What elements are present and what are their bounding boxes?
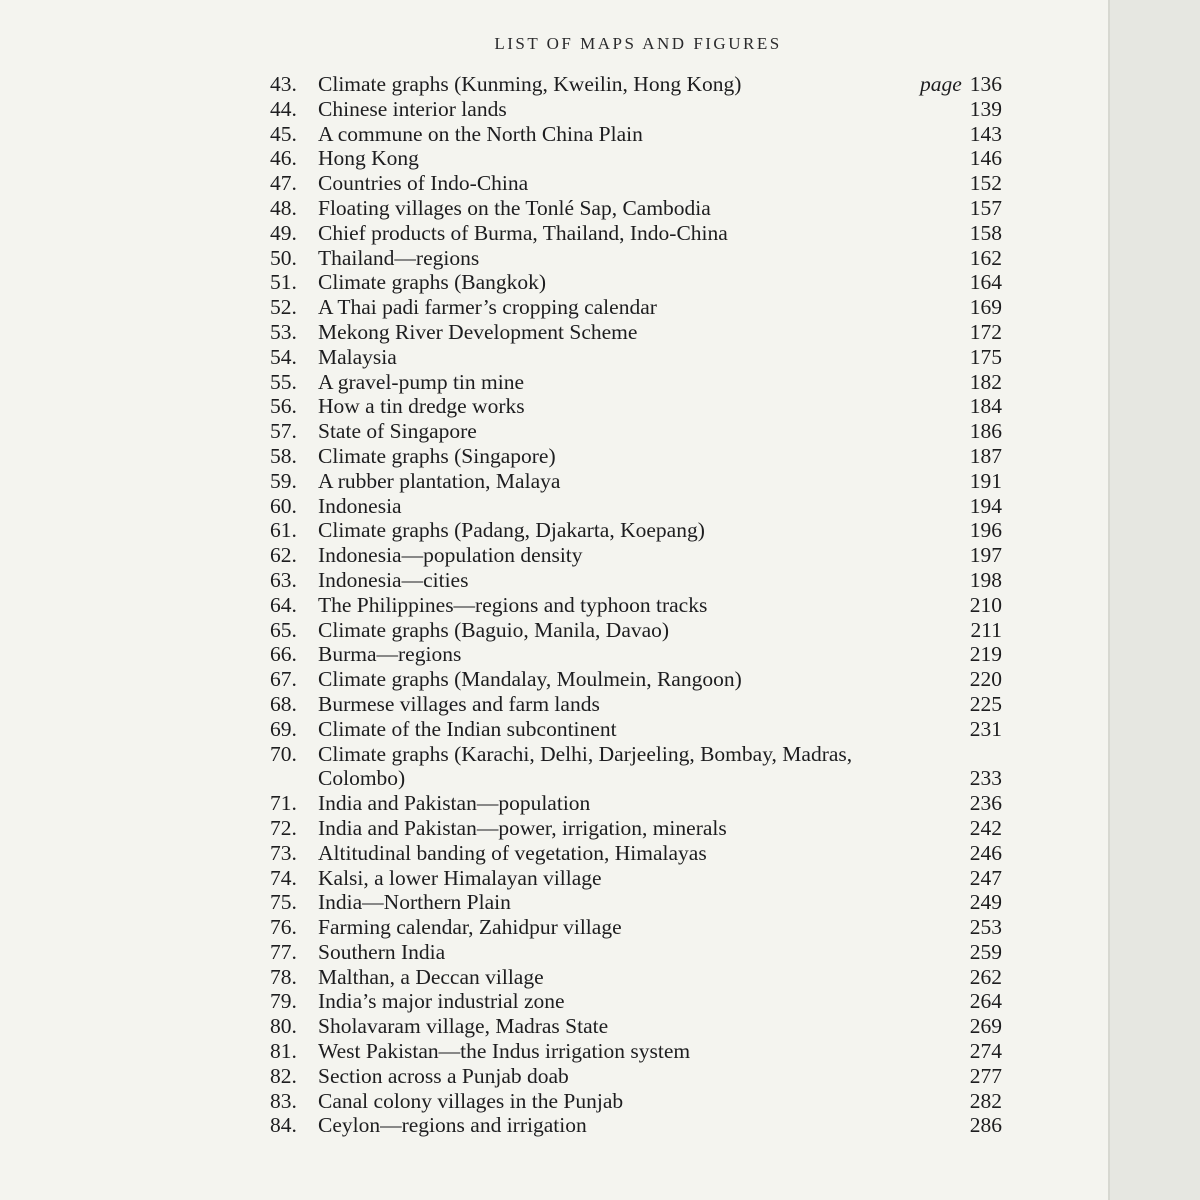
list-item (0, 717, 1110, 742)
figure-title (318, 246, 938, 271)
figure-title-text: Floating villages on the Tonlé Sap, Cambodia (318, 195, 711, 220)
figure-title (318, 469, 938, 494)
figure-number: 46. (270, 146, 297, 171)
figure-number: 55. (270, 369, 297, 394)
figure-title-text: Sholavaram village, Madras State (318, 1014, 609, 1039)
figure-title (318, 915, 938, 940)
figure-title-text: Indonesia—cities (318, 567, 469, 592)
figure-title-text: Burmese villages and farm lands (318, 691, 600, 716)
figure-number: 52. (270, 295, 297, 320)
list-item (0, 1089, 1110, 1114)
list-item (0, 742, 1110, 792)
list-item (0, 370, 1110, 395)
figure-number: 83. (270, 1088, 297, 1113)
list-item (0, 989, 1110, 1014)
list-item (0, 692, 1110, 717)
page-number (970, 866, 1002, 891)
figure-title (318, 221, 938, 246)
page-number-value: 191 (969, 468, 1002, 493)
list-item (0, 122, 1110, 147)
page-number-value: 162 (969, 245, 1002, 270)
figure-title-text: India—Northern Plain (318, 890, 511, 915)
figure-title (318, 717, 938, 742)
list-item (0, 816, 1110, 841)
figure-number: 45. (270, 121, 297, 146)
figure-title (318, 494, 938, 519)
page-number (970, 816, 1002, 841)
figure-title-text: The Philippines—regions and typhoon tracks (318, 592, 708, 617)
list-item (0, 444, 1110, 469)
figure-title (318, 593, 938, 618)
figure-title-text: Climate of the Indian subcontinent (318, 716, 617, 741)
figure-title-text: Climate graphs (Singapore) (318, 443, 556, 468)
figure-title-text: Section across a Punjab doab (318, 1063, 569, 1088)
figure-title-text: Southern India (318, 939, 446, 964)
figure-title-text: Climate graphs (Karachi, Delhi, Darjeeling, Bombay, Madras, (318, 741, 853, 766)
page-number (970, 1014, 1002, 1039)
page-number-value: 184 (969, 394, 1002, 419)
figure-title-text: A rubber plantation, Malaya (318, 468, 561, 493)
page-number (970, 568, 1002, 593)
page-number (970, 221, 1002, 246)
page-number (970, 965, 1002, 990)
page-number (970, 122, 1002, 147)
page-number (970, 394, 1002, 419)
page-number (970, 940, 1002, 965)
figure-title (318, 642, 938, 667)
figure-title (318, 394, 938, 419)
page-number (970, 766, 1002, 791)
figure-number: 54. (270, 344, 297, 369)
figure-number: 50. (270, 245, 297, 270)
page-number (920, 72, 1002, 97)
figure-number: 48. (270, 195, 297, 220)
page-number-value: 164 (969, 270, 1002, 295)
figure-title (318, 270, 938, 295)
figure-number: 80. (270, 1014, 297, 1039)
figure-title-text: Indonesia (318, 493, 402, 518)
page-number-value: 277 (969, 1063, 1002, 1088)
figure-title (318, 965, 938, 990)
page-number-value: 194 (969, 493, 1002, 518)
figure-title (318, 97, 938, 122)
figure-title-text: Chief products of Burma, Thailand, Indo-China (318, 220, 728, 245)
page-number (970, 1064, 1002, 1089)
figure-title (318, 816, 938, 841)
page-number-value: 264 (969, 989, 1002, 1014)
figure-number: 51. (270, 270, 297, 295)
page-number (970, 469, 1002, 494)
figure-number: 76. (270, 915, 297, 940)
figure-number: 57. (270, 419, 297, 444)
list-item (0, 72, 1110, 97)
figure-title (318, 171, 938, 196)
list-item (0, 171, 1110, 196)
page-number-value: 231 (969, 716, 1002, 741)
page-number (970, 841, 1002, 866)
list-item (0, 1064, 1110, 1089)
figure-title (318, 146, 938, 171)
figure-number: 44. (270, 96, 297, 121)
figure-number: 70. (270, 741, 297, 766)
page-number (970, 171, 1002, 196)
figure-title-text: State of Singapore (318, 419, 477, 444)
figure-title-text: Chinese interior lands (318, 96, 507, 121)
list-item (0, 246, 1110, 271)
page-number-value: 220 (969, 667, 1002, 692)
list-item (0, 221, 1110, 246)
page-number (970, 543, 1002, 568)
figure-title-text: Climate graphs (Bangkok) (318, 270, 547, 295)
page-number-value: 211 (970, 617, 1002, 642)
list-item (0, 419, 1110, 444)
page-number-value: 274 (969, 1039, 1002, 1064)
figure-number: 56. (270, 394, 297, 419)
figure-title-text: Kalsi, a lower Himalayan village (318, 865, 602, 890)
page-number (970, 791, 1002, 816)
figure-title (318, 72, 938, 97)
figure-title (318, 1014, 938, 1039)
figure-title-text: A gravel-pump tin mine (318, 369, 525, 394)
list-item (0, 295, 1110, 320)
list-item (0, 270, 1110, 295)
list-item (0, 469, 1110, 494)
figure-title (318, 1039, 938, 1064)
list-item (0, 146, 1110, 171)
figure-title-text: Mekong River Development Scheme (318, 319, 638, 344)
list-item (0, 568, 1110, 593)
figure-title-text: Malthan, a Deccan village (318, 964, 544, 989)
page-number-value: 282 (969, 1088, 1002, 1113)
figure-number: 74. (270, 865, 297, 890)
list-item (0, 965, 1110, 990)
figure-title (318, 841, 938, 866)
page-number (970, 370, 1002, 395)
page-number (970, 1039, 1002, 1064)
figure-title-text: Climate graphs (Baguio, Manila, Davao) (318, 617, 670, 642)
figure-title-text: A Thai padi farmer’s cropping calendar (318, 295, 657, 320)
list-item (0, 543, 1110, 568)
figure-title (318, 1113, 938, 1138)
page-number (970, 717, 1002, 742)
figure-number: 58. (270, 443, 297, 468)
figure-title-text: Canal colony villages in the Punjab (318, 1088, 624, 1113)
running-heading: LIST OF MAPS AND FIGURES (494, 34, 782, 53)
page-number (970, 345, 1002, 370)
page-number (970, 146, 1002, 171)
figure-number: 43. (270, 72, 297, 96)
page-number-value: 246 (969, 840, 1002, 865)
list-item (0, 791, 1110, 816)
page-number-value: 262 (969, 964, 1002, 989)
page-number (970, 518, 1002, 543)
figure-number: 69. (270, 716, 297, 741)
list-item (0, 518, 1110, 543)
figure-title-text: How a tin dredge works (318, 394, 525, 419)
figure-title-text: Climate graphs (Kunming, Kweilin, Hong Kong) (318, 72, 742, 96)
figure-title-text: Burma—regions (318, 642, 462, 667)
figure-title (318, 419, 938, 444)
page-number (970, 444, 1002, 469)
page-number-value: 172 (969, 319, 1002, 344)
figure-title (318, 370, 938, 395)
figure-title-text: Climate graphs (Mandalay, Moulmein, Rangoon) (318, 667, 742, 692)
figure-title (318, 742, 938, 792)
list-item (0, 1014, 1110, 1039)
figure-number: 82. (270, 1063, 297, 1088)
figure-title-text: Farming calendar, Zahidpur village (318, 915, 622, 940)
page-number-value: 146 (969, 146, 1002, 171)
page-number-value: 197 (969, 543, 1002, 568)
figure-title-text: Countries of Indo-China (318, 171, 529, 196)
page-number-value: 196 (969, 518, 1002, 543)
figure-title-text: Indonesia—population density (318, 543, 583, 568)
figure-list (0, 72, 1110, 1138)
list-item (0, 320, 1110, 345)
page-number-value: 182 (969, 369, 1002, 394)
page-number-value: 259 (969, 939, 1002, 964)
figure-title (318, 196, 938, 221)
figure-number: 53. (270, 319, 297, 344)
figure-number: 67. (270, 667, 297, 692)
figure-number: 78. (270, 964, 297, 989)
figure-title (318, 122, 938, 147)
page-number-value: 169 (969, 295, 1002, 320)
page-number-value: 187 (969, 443, 1002, 468)
figure-title (318, 568, 938, 593)
page-number (970, 196, 1002, 221)
page-number (970, 667, 1002, 692)
page-number-value: 158 (969, 220, 1002, 245)
list-item (0, 866, 1110, 891)
page-number (970, 295, 1002, 320)
figure-title (318, 1064, 938, 1089)
figure-number: 73. (270, 840, 297, 865)
list-item (0, 1039, 1110, 1064)
page-number-value: 242 (969, 815, 1002, 840)
figure-title-text: Thailand—regions (318, 245, 480, 270)
figure-title (318, 791, 938, 816)
figure-title-continuation: Colombo) (318, 766, 406, 791)
page-number-value: 136 (969, 72, 1002, 96)
figure-title (318, 518, 938, 543)
figure-number: 47. (270, 171, 297, 196)
page-number-value: 198 (969, 567, 1002, 592)
figure-title-text: India and Pakistan—population (318, 791, 591, 816)
figure-title (318, 692, 938, 717)
figure-title (318, 320, 938, 345)
figure-title-text: Hong Kong (318, 146, 419, 171)
page-number (970, 320, 1002, 345)
page-number (970, 419, 1002, 444)
page-number (971, 618, 1002, 643)
figure-title (318, 667, 938, 692)
list-item (0, 494, 1110, 519)
figure-title (318, 890, 938, 915)
page-number-value: 269 (969, 1014, 1002, 1039)
list-item (0, 593, 1110, 618)
page-number-value: 139 (969, 96, 1002, 121)
page-label: page (919, 72, 962, 96)
figure-title (318, 1089, 938, 1114)
page-number-value: 286 (969, 1113, 1002, 1138)
figure-number: 81. (270, 1039, 297, 1064)
figure-number: 61. (270, 518, 297, 543)
figure-number: 71. (270, 791, 297, 816)
page-number (970, 494, 1002, 519)
list-item (0, 841, 1110, 866)
figure-number: 66. (270, 642, 297, 667)
figure-number: 84. (270, 1113, 297, 1138)
figure-title-text: Climate graphs (Padang, Djakarta, Koepang) (318, 518, 705, 543)
page-number-value: 186 (969, 419, 1002, 444)
page-number (970, 1089, 1002, 1114)
figure-title (318, 989, 938, 1014)
list-item (0, 97, 1110, 122)
list-item (0, 618, 1110, 643)
figure-number: 77. (270, 939, 297, 964)
page-number-value: 175 (969, 344, 1002, 369)
figure-title-text: India’s major industrial zone (318, 989, 565, 1014)
figure-number: 64. (270, 592, 297, 617)
figure-title-text: India and Pakistan—power, irrigation, minerals (318, 815, 727, 840)
page-number (970, 642, 1002, 667)
page-number (970, 270, 1002, 295)
page-number (970, 1113, 1002, 1138)
page-number-value: 157 (969, 195, 1002, 220)
page-number-value: 210 (969, 592, 1002, 617)
figure-number: 75. (270, 890, 297, 915)
figure-title (318, 618, 938, 643)
page-number-value: 247 (969, 865, 1002, 890)
figure-number: 68. (270, 691, 297, 716)
figure-title-text: West Pakistan—the Indus irrigation system (318, 1039, 691, 1064)
page-number-value: 219 (969, 642, 1002, 667)
page-number-value: 253 (969, 915, 1002, 940)
figure-title-text: Ceylon—regions and irrigation (318, 1113, 587, 1138)
list-item (0, 915, 1110, 940)
figure-title-text: Altitudinal banding of vegetation, Himalayas (318, 840, 707, 865)
page-number (970, 593, 1002, 618)
figure-title-text: Malaysia (318, 344, 397, 369)
figure-number: 65. (270, 617, 297, 642)
page-number (970, 97, 1002, 122)
page-number (970, 890, 1002, 915)
list-item (0, 642, 1110, 667)
list-item (0, 394, 1110, 419)
page-number (970, 989, 1002, 1014)
list-item (0, 196, 1110, 221)
figure-number: 59. (270, 468, 297, 493)
figure-title (318, 543, 938, 568)
list-item (0, 667, 1110, 692)
page-number (970, 692, 1002, 717)
list-item (0, 940, 1110, 965)
figure-number: 49. (270, 220, 297, 245)
figure-title (318, 345, 938, 370)
list-item (0, 1113, 1110, 1138)
figure-title (318, 444, 938, 469)
page-number-value: 236 (969, 791, 1002, 816)
list-item (0, 890, 1110, 915)
figure-title (318, 866, 938, 891)
page-number-value: 249 (969, 890, 1002, 915)
figure-title-text: A commune on the North China Plain (318, 121, 643, 146)
page-number (970, 915, 1002, 940)
figure-number: 60. (270, 493, 297, 518)
figure-number: 72. (270, 815, 297, 840)
page-number-value: 152 (969, 171, 1002, 196)
adjacent-page (1110, 0, 1200, 1200)
figure-number: 79. (270, 989, 297, 1014)
page-number (970, 246, 1002, 271)
figure-number: 63. (270, 567, 297, 592)
page-number-value: 233 (969, 766, 1002, 791)
figure-number: 62. (270, 543, 297, 568)
figure-title (318, 295, 938, 320)
page-number-value: 143 (969, 121, 1002, 146)
page-number-value: 225 (969, 691, 1002, 716)
figure-title (318, 940, 938, 965)
list-item (0, 345, 1110, 370)
